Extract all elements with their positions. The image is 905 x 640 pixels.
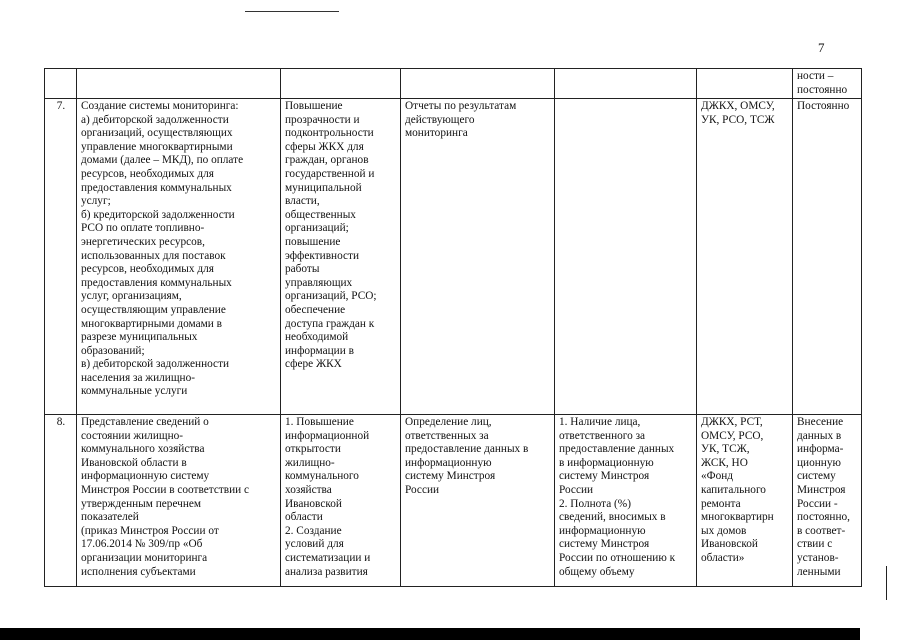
table-row [45,415,862,587]
cell-executors: ДЖКХ, РСТ, ОМСУ, РСО, УК, ТСЖ, ЖСК, НО «Фонд капитального ремонта многоквартирн ых домов Ивановской области» [697,415,793,587]
measures-table [44,68,862,587]
cell-num [45,69,77,99]
top-rule [245,11,339,12]
cell-result: Отчеты по результатам действующего мониторинга [401,99,555,415]
cell-indicator: 1. Наличие лица, ответственного за предоставление данных в информационную систему Минстроя России 2. Полнота (%) сведений, вносимых в информационную систему Минстроя России по отношению к общему объему [555,415,697,587]
cell-deadline: ности – постоянно [793,69,862,99]
cell-executors [697,69,793,99]
cell-measure: Представление сведений о состоянии жилищно- коммунального хозяйства Ивановской области в информационную систему Минстроя России в соответствии с утвержденным перечнем показателей (приказ Минстроя России от 17.06.2014 № 309/пр «Об организации мониторинга исполнения субъектами [77,415,281,587]
cell-measure: Создание системы мониторинга: а) дебиторской задолженности организаций, осуществляющих управление многоквартирными домами (далее – МКД), по оплате ресурсов, необходимых для предоставления коммунальных услуг; б) кредиторской задолженности РСО по оплате топливно- энергетических ресурсов, использованных для поставок ресурсов, необходимых для предоставления коммунальных услуг, организациям, осуществляющим управление многоквартирными домами в разрезе муниципальных образований; в) дебиторской задолженности населения за жилищно- коммунальные услуги [77,99,281,415]
cell-result [401,69,555,99]
cell-deadline: Постоянно [793,99,862,415]
cell-goal: 1. Повышение информационной открытости жилищно- коммунального хозяйства Ивановской области 2. Создание условий для систематизации и анализа развития [281,415,401,587]
page-number: 7 [818,40,825,55]
cell-deadline: Внесение данных в информа- ционную систему Минстроя России - постоянно, в соответ- ствии с установ- ленными [793,415,862,587]
row-number: 7. [45,99,77,415]
cell-measure [77,69,281,99]
cell-executors: ДЖКХ, ОМСУ, УК, РСО, ТСЖ [697,99,793,415]
scan-shadow [0,628,860,640]
cell-indicator [555,99,697,415]
margin-mark [886,566,887,600]
table-row-continuation [45,69,862,99]
cell-indicator [555,69,697,99]
row-number: 8. [45,415,77,587]
cell-goal [281,69,401,99]
cell-goal: Повышение прозрачности и подконтрольности сферы ЖКХ для граждан, органов государственной и муниципальной власти, общественных организаций; повышение эффективности работы управляющих организаций, РСО; обеспечение доступа граждан к необходимой информации в сфере ЖКХ [281,99,401,415]
cell-result: Определение лиц, ответственных за предоставление данных в информационную систему Минстроя России [401,415,555,587]
table-row [45,99,862,415]
